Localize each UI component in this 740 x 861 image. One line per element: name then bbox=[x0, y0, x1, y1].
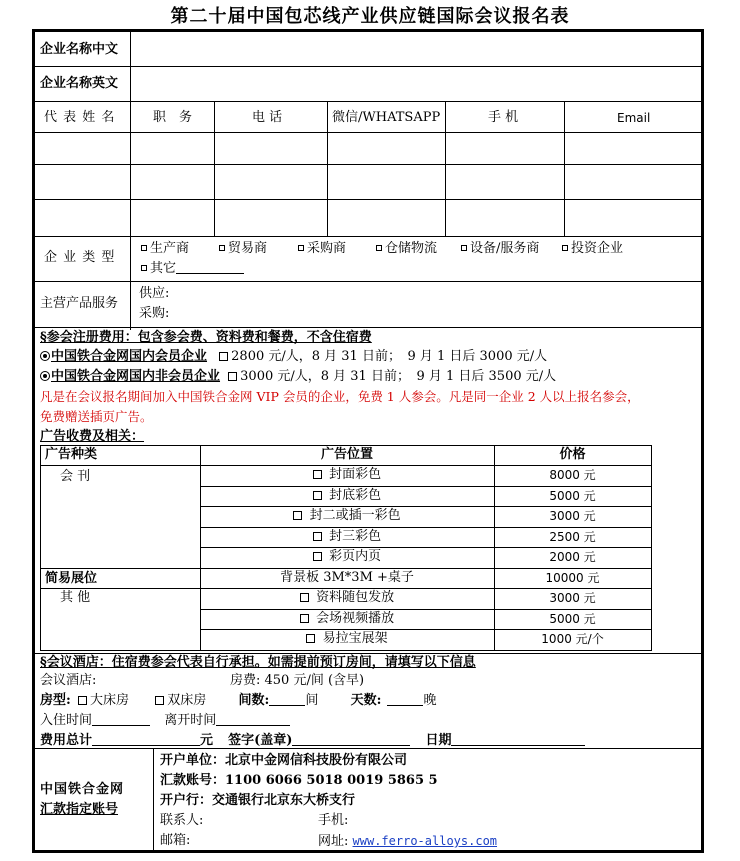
ads-group-other: 其 他 bbox=[60, 590, 91, 605]
checkbox-icon bbox=[219, 245, 225, 251]
checkbox-icon[interactable] bbox=[313, 470, 322, 479]
room-type-row: 房型: 大床房 双床房 间数: 间 天数: 晚 bbox=[40, 693, 437, 708]
checkout-field[interactable] bbox=[216, 713, 290, 726]
supply-field[interactable] bbox=[180, 284, 700, 304]
nights-count-field[interactable] bbox=[387, 693, 423, 706]
bank-company: 开户单位：北京中金网信科技股份有限公司 bbox=[160, 753, 408, 768]
type-option-investment[interactable]: 投资企业 bbox=[562, 241, 623, 257]
bank-email-label: 邮箱: bbox=[160, 833, 191, 848]
ad-price-6: 10000 元 bbox=[545, 571, 600, 585]
ad-position-4[interactable] bbox=[200, 529, 494, 545]
radio-dot-icon bbox=[40, 351, 50, 361]
col-position: 职 务 bbox=[153, 110, 193, 125]
member-checkbox[interactable] bbox=[219, 352, 228, 361]
fee-member-row: 中国铁合金网国内会员企业 2800 元/人，8 月 31 日前； 9 月 1 日后 3000 元/人 bbox=[40, 349, 547, 365]
checkbox-icon[interactable] bbox=[313, 491, 322, 500]
ad-position-6 bbox=[200, 570, 494, 586]
total-row: 费用总计 元 签字(盖章) 日期 bbox=[40, 733, 585, 749]
ad-price-3: 3000 元 bbox=[549, 509, 596, 523]
ad-price-8: 5000 元 bbox=[549, 612, 596, 626]
ad-position-2[interactable] bbox=[200, 488, 494, 504]
col-email: Email bbox=[617, 111, 651, 125]
col-phone: 电 话 bbox=[252, 110, 283, 125]
ad-position-label: 易拉宝展架 bbox=[322, 631, 388, 646]
ad-position-7[interactable] bbox=[200, 590, 494, 606]
checkbox-icon[interactable] bbox=[293, 511, 302, 520]
company-type-label: 企 业 类 型 bbox=[44, 250, 116, 265]
bank-label-line1: 中国铁合金网 bbox=[40, 782, 125, 797]
ad-price-7: 3000 元 bbox=[549, 591, 596, 605]
ads-col-position: 广告位置 bbox=[320, 447, 373, 462]
checkin-field[interactable] bbox=[92, 713, 150, 726]
room-fee: 房费: 450 元/间 (含早) bbox=[230, 673, 365, 688]
type-option-producer[interactable]: 生产商 bbox=[141, 241, 189, 257]
nonmember-checkbox[interactable] bbox=[228, 372, 237, 381]
bank-account: 汇款账号：1100 6066 5018 0019 5865 5 bbox=[160, 773, 438, 788]
company-en-label: 企业名称英文 bbox=[40, 76, 119, 91]
checkbox-icon[interactable] bbox=[313, 532, 322, 541]
ad-position-label: 彩页内页 bbox=[329, 549, 382, 564]
rep-name-field-2[interactable] bbox=[36, 165, 130, 199]
total-field[interactable] bbox=[92, 733, 200, 746]
checkbox-icon bbox=[141, 245, 147, 251]
ads-group-booth: 简易展位 bbox=[45, 571, 98, 586]
col-mobile: 手 机 bbox=[488, 110, 519, 125]
ads-col-price: 价格 bbox=[559, 447, 586, 462]
products-label: 主营产品服务 bbox=[40, 296, 119, 311]
col-wechat: 微信/WHATSAPP bbox=[332, 110, 441, 125]
type-option-logistics[interactable]: 仓储物流 bbox=[376, 241, 437, 257]
other-blank[interactable] bbox=[176, 261, 244, 274]
twin-bed-checkbox[interactable] bbox=[155, 696, 164, 705]
ad-position-label: 封面彩色 bbox=[329, 467, 382, 482]
fee-note-line2: 免费赠送插页广告。 bbox=[40, 409, 153, 424]
ad-position-1[interactable] bbox=[200, 467, 494, 483]
signature-field[interactable] bbox=[292, 733, 410, 746]
type-option-equipment[interactable]: 设备/服务商 bbox=[461, 241, 539, 257]
form-title: 第二十届中国包芯线产业供应链国际会议报名表 bbox=[170, 6, 570, 27]
ad-price-5: 2000 元 bbox=[549, 550, 596, 564]
hotel-label: 会议酒店: bbox=[40, 673, 97, 688]
bank-name: 开户行：交通银行北京东大桥支行 bbox=[160, 793, 356, 808]
ad-position-8[interactable] bbox=[200, 611, 494, 627]
website-link[interactable]: www.ferro-alloys.com bbox=[352, 834, 498, 848]
supply-label: 供应: bbox=[139, 286, 170, 301]
fee-note-line1: 凡是在会议报名期间加入中国铁合金网 VIP 会员的企业，免费 1 人参会。凡是同一企业 2 人以上报名参会， bbox=[40, 389, 640, 404]
ad-position-label: 封底彩色 bbox=[329, 488, 382, 503]
checkbox-icon[interactable] bbox=[300, 614, 309, 623]
checkbox-icon bbox=[141, 265, 147, 271]
rooms-count-field[interactable] bbox=[269, 693, 305, 706]
ad-position-9[interactable] bbox=[200, 631, 494, 647]
bank-label-line2: 汇款指定账号 bbox=[40, 802, 119, 817]
checkin-row: 入住时间 离开时间 bbox=[40, 713, 290, 729]
ad-position-label: 会场视频播放 bbox=[316, 611, 395, 626]
bank-website-row: 网址: www.ferro-alloys.com bbox=[318, 834, 498, 849]
checkbox-icon[interactable] bbox=[300, 593, 309, 602]
type-option-other[interactable]: 其它 bbox=[141, 261, 244, 277]
ad-price-4: 2500 元 bbox=[549, 530, 596, 544]
ad-position-label: 封二或插一彩色 bbox=[309, 508, 401, 523]
ad-position-label: 背景板 3M*3M +桌子 bbox=[280, 570, 414, 585]
date-field[interactable] bbox=[451, 733, 585, 746]
checkbox-icon[interactable] bbox=[313, 552, 322, 561]
checkbox-icon bbox=[376, 245, 382, 251]
type-option-trader[interactable]: 贸易商 bbox=[219, 241, 267, 257]
ads-col-type: 广告种类 bbox=[45, 447, 98, 462]
ad-position-label: 封三彩色 bbox=[329, 529, 382, 544]
ads-group-journal: 会 刊 bbox=[60, 469, 91, 484]
col-rep-name: 代 表 姓 名 bbox=[44, 110, 116, 125]
checkbox-icon bbox=[298, 245, 304, 251]
purchase-field[interactable] bbox=[180, 305, 700, 327]
company-cn-label: 企业名称中文 bbox=[40, 42, 119, 57]
ads-heading: 广告收费及相关： bbox=[40, 429, 145, 444]
checkbox-icon[interactable] bbox=[306, 634, 315, 643]
purchase-label: 采购: bbox=[139, 306, 170, 321]
ad-price-9: 1000 元/个 bbox=[541, 632, 604, 646]
ad-price-1: 8000 元 bbox=[549, 468, 596, 482]
big-bed-checkbox[interactable] bbox=[78, 696, 87, 705]
rep-name-field-3[interactable] bbox=[36, 200, 130, 236]
rep-name-field-1[interactable] bbox=[36, 133, 130, 164]
ad-price-2: 5000 元 bbox=[549, 489, 596, 503]
ad-position-5[interactable] bbox=[200, 549, 494, 565]
company-en-field[interactable] bbox=[131, 67, 701, 101]
fee-nonmember-row: 中国铁合金网国内非会员企业 3000 元/人，8 月 31 日前； 9 月 1 日后 3500 元/人 bbox=[40, 369, 556, 385]
bank-mobile-label: 手机: bbox=[318, 813, 349, 828]
company-cn-field[interactable] bbox=[131, 36, 701, 66]
ad-position-label: 资料随包发放 bbox=[316, 590, 395, 605]
radio-dot-icon bbox=[40, 371, 50, 381]
fees-heading: §参会注册费用：包含参会费、资料费和餐费，不含住宿费 bbox=[40, 330, 372, 345]
type-option-buyer[interactable]: 采购商 bbox=[298, 241, 346, 257]
checkbox-icon bbox=[562, 245, 568, 251]
checkbox-icon bbox=[461, 245, 467, 251]
bank-contact-label: 联系人: bbox=[160, 813, 204, 828]
hotel-heading: §会议酒店：住宿费参会代表自行承担。如需提前预订房间，请填写以下信息 bbox=[40, 655, 476, 670]
ad-position-3[interactable] bbox=[200, 508, 494, 524]
